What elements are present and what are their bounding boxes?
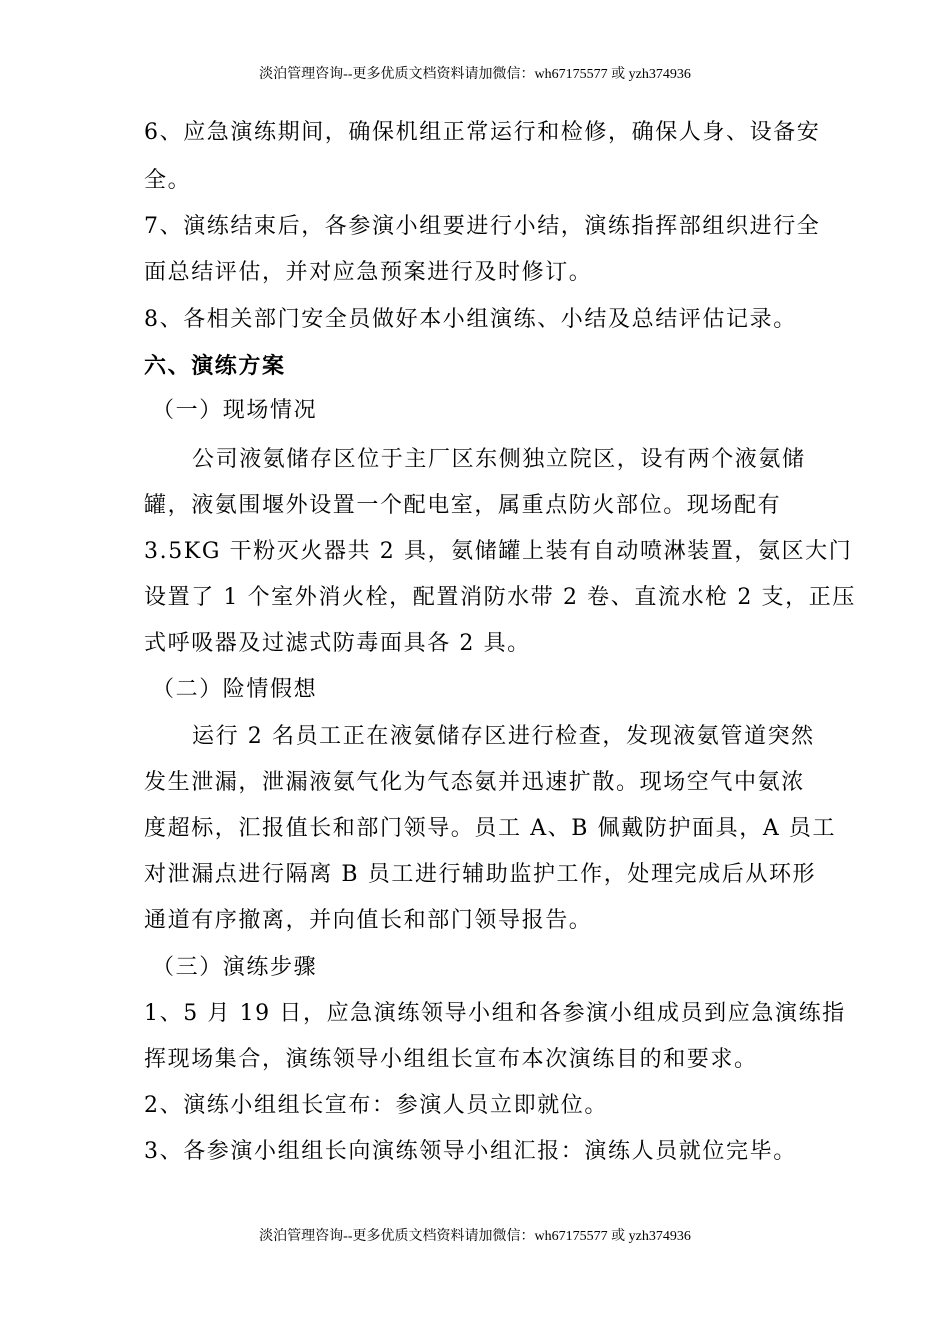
subsection-heading: （一）现场情况	[152, 398, 318, 423]
subsection-heading: （二）险情假想	[152, 677, 318, 702]
body-line: 度超标，汇报值长和部门领导。员工 A、B 佩戴防护面具，A 员工	[144, 816, 837, 841]
body-line: 8、各相关部门安全员做好本小组演练、小结及总结评估记录。	[144, 307, 797, 332]
body-line: 设置了 1 个室外消火栓，配置消防水带 2 卷、直流水枪 2 支，正压	[144, 585, 856, 610]
body-line: 通道有序撤离，并向值长和部门领导报告。	[144, 908, 593, 933]
body-line: 2、演练小组组长宣布：参演人员立即就位。	[144, 1093, 608, 1118]
section-heading: 六、演练方案	[144, 354, 286, 379]
body-line: 6、应急演练期间，确保机组正常运行和检修，确保人身、设备安	[144, 120, 821, 145]
body-line: 发生泄漏，泄漏液氨气化为气态氨并迅速扩散。现场空气中氨浓	[144, 770, 805, 795]
body-line: 全。	[144, 168, 192, 193]
body-line: 挥现场集合，演练领导小组组长宣布本次演练目的和要求。	[144, 1047, 758, 1072]
body-line: 面总结评估，并对应急预案进行及时修订。	[144, 260, 593, 285]
body-line: 3.5KG 干粉灭火器共 2 具，氨储罐上装有自动喷淋装置，氨区大门	[144, 539, 853, 564]
page-header: 淡泊管理咨询--更多优质文档资料请加微信：wh67175577 或 yzh374936	[259, 67, 691, 82]
body-line: 7、演练结束后，各参演小组要进行小结，演练指挥部组织进行全	[144, 214, 821, 239]
body-line: 1、5 月 19 日，应急演练领导小组和各参演小组成员到应急演练指	[144, 1001, 846, 1026]
page-footer: 淡泊管理咨询--更多优质文档资料请加微信：wh67175577 或 yzh374936	[259, 1229, 691, 1244]
body-line: 式呼吸器及过滤式防毒面具各 2 具。	[144, 631, 531, 656]
body-line: 3、各参演小组组长向演练领导小组汇报：演练人员就位完毕。	[144, 1139, 797, 1164]
body-line: 公司液氨储存区位于主厂区东侧独立院区，设有两个液氨储	[192, 447, 806, 472]
subsection-heading: （三）演练步骤	[152, 955, 318, 980]
body-line: 运行 2 名员工正在液氨储存区进行检查，发现液氨管道突然	[192, 724, 815, 749]
body-line: 罐，液氨围堰外设置一个配电室，属重点防火部位。现场配有	[144, 493, 782, 518]
body-line: 对泄漏点进行隔离 B 员工进行辅助监护工作，处理完成后从环形	[144, 862, 817, 887]
